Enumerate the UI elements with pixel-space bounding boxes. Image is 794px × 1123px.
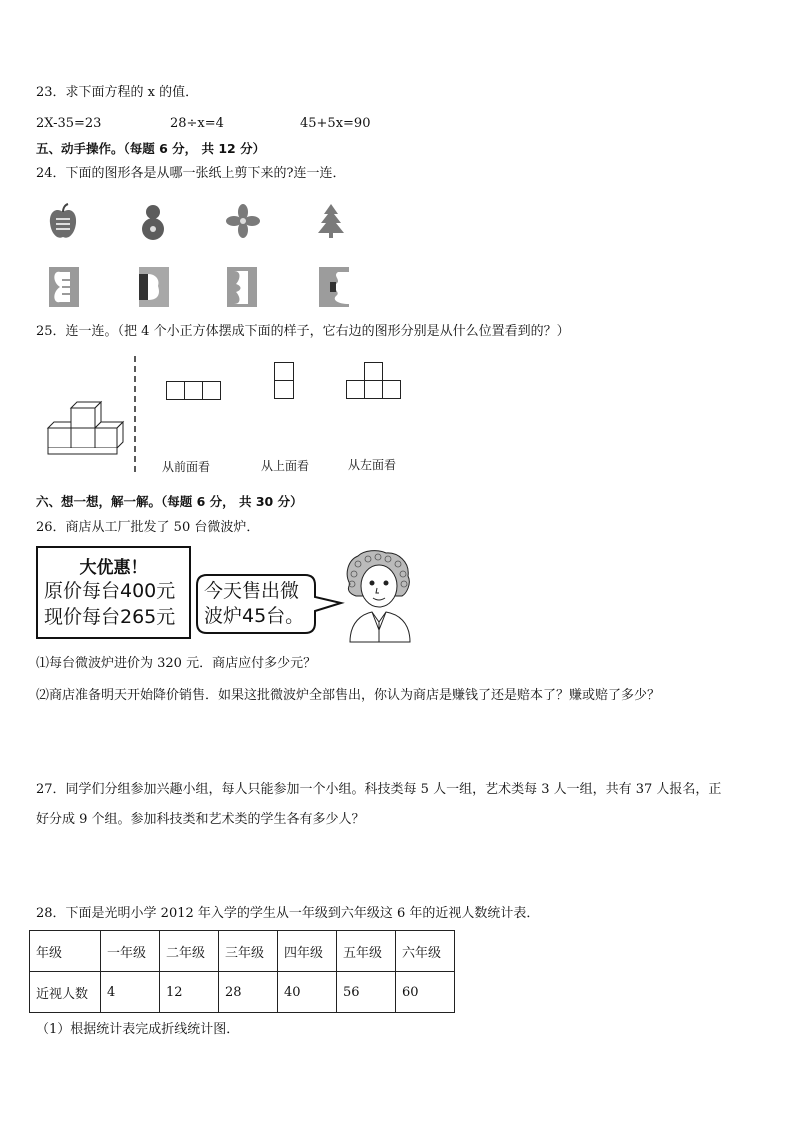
table-cell: 四年级 — [278, 931, 337, 972]
myopia-stat-table — [29, 930, 455, 1013]
table-cell: 40 — [278, 972, 337, 1013]
q26-sub-question-1: ⑴每台微波炉进价为 320 元．商店应付多少元？ — [36, 656, 317, 671]
section-6-heading: 六、想一想，解一解。（每题 6 分， 共 30 分） — [36, 494, 303, 509]
speech-bubble-text — [204, 579, 304, 629]
q26-sub-question-2: ⑵商店准备明天开始降价销售．如果这批微波炉全部售出，你认为商店是赚钱了还是赔本了？赚或赔了多少？ — [36, 688, 661, 703]
table-cell: 56 — [337, 972, 396, 1013]
q23-title: 23．求下面方程的 x 的值． — [36, 85, 199, 100]
q25-title: 25．连一连。（把 4 个小正方体摆成下面的样子，它右边的图形分别是从什么位置看到的？） — [36, 324, 570, 339]
q24-title: 24．下面的图形各是从哪一张纸上剪下来的?连一连． — [36, 166, 346, 181]
section-5-heading: 五、动手操作。（每题 6 分， 共 12 分） — [36, 141, 266, 156]
table-cell: 28 — [219, 972, 278, 1013]
paper-cut-2-icon — [138, 266, 170, 308]
promo-current-price: 现价每台265元 — [44, 606, 176, 628]
table-cell: 4 — [101, 972, 160, 1013]
promo-original-price: 原价每台400元 — [44, 580, 176, 602]
table-cell: 年级 — [30, 931, 101, 972]
salesperson-illustration — [342, 550, 416, 642]
table-row — [30, 972, 455, 1013]
promo-sign — [36, 546, 191, 639]
q23-equation-1: 2X-35=23 — [36, 116, 102, 131]
paper-cut-1-icon — [48, 266, 80, 308]
apple-cutout-icon — [48, 203, 78, 241]
table-cell: 六年级 — [396, 931, 455, 972]
flower-cutout-icon — [225, 203, 261, 239]
table-cell: 二年级 — [160, 931, 219, 972]
q26-title: 26．商店从工厂批发了 50 台微波炉． — [36, 520, 260, 535]
bubble-line-1: 今天售出微 — [204, 580, 300, 602]
divider-dashed-line — [133, 356, 137, 472]
label-front-view: 从前面看 — [162, 460, 211, 474]
q23-equation-3: 45+5x=90 — [300, 116, 371, 131]
table-cell: 五年级 — [337, 931, 396, 972]
q27-line-2: 好分成 9 个组。参加科技类和艺术类的学生各有多少人？ — [36, 812, 365, 827]
table-cell: 近视人数 — [30, 972, 101, 1013]
promo-heading: 大优惠！ — [79, 558, 148, 578]
table-cell: 三年级 — [219, 931, 278, 972]
q27-line-1: 27．同学们分组参加兴趣小组，每人只能参加一个小组。科技类每 5 人一组，艺术类每 3 人一组，共有 37 人报名，正 — [36, 782, 722, 797]
table-cell: 60 — [396, 972, 455, 1013]
table-header-row — [30, 931, 455, 972]
label-left-view: 从左面看 — [348, 458, 397, 472]
paper-cut-3-icon — [226, 266, 258, 308]
table-cell: 12 — [160, 972, 219, 1013]
top-view-figure — [274, 362, 295, 400]
front-view-figure — [166, 381, 222, 400]
bubble-line-2: 波炉45台。 — [204, 605, 305, 627]
table-cell: 一年级 — [101, 931, 160, 972]
paper-cut-4-icon — [318, 266, 350, 308]
gourd-cutout-icon — [138, 202, 168, 242]
q28-title: 28．下面是光明小学 2012 年入学的学生从一年级到六年级这 6 年的近视人数统计表． — [36, 906, 540, 921]
cube-stack-figure — [44, 398, 124, 456]
left-view-figure — [346, 362, 402, 400]
label-top-view: 从上面看 — [261, 459, 310, 473]
q28-sub-question-1: （1）根据统计表完成折线统计图． — [36, 1022, 240, 1037]
q23-equation-2: 28÷x=4 — [170, 116, 224, 131]
tree-cutout-icon — [316, 203, 346, 239]
